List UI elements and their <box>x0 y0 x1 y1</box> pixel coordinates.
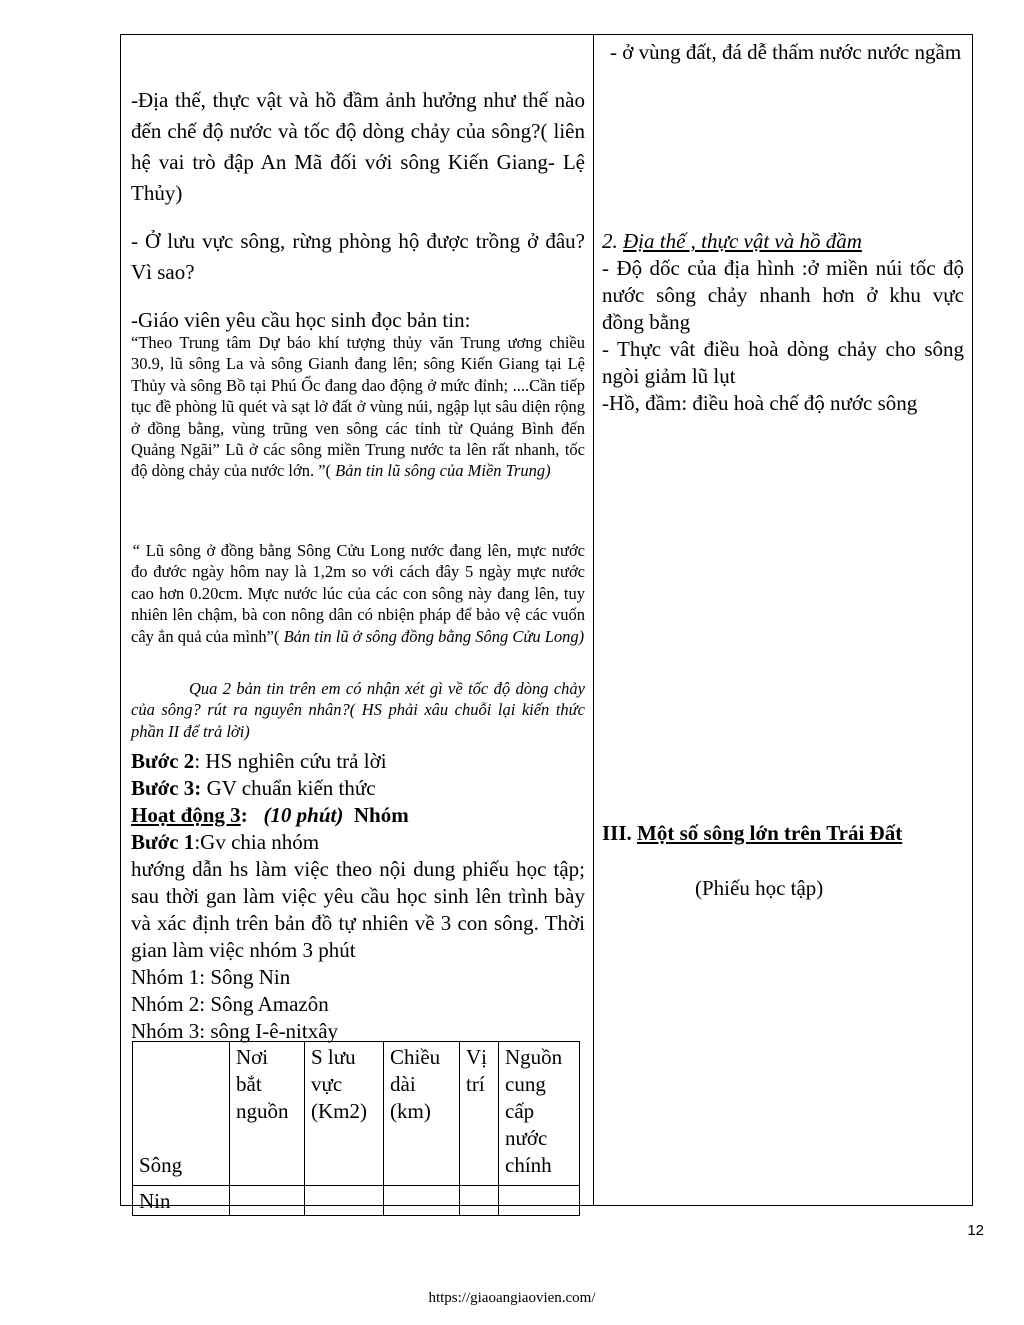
do-doc-text: - Độ dốc của địa hình :ở miền núi tốc độ nước sông chảy nhanh hơn ở khu vực đồng bằng <box>602 256 964 334</box>
table-row <box>133 1186 580 1216</box>
thuc-vat-text: - Thực vât điều hoà dòng chảy cho sông ngòi giảm lũ lụt <box>602 337 964 388</box>
group-2: Nhóm 2: Sông Amazôn <box>131 992 329 1016</box>
vung-dat-text: - ở vùng đất, đá dễ thấm nước nước ngầm <box>610 40 962 64</box>
comparison-question: Qua 2 bản tin trên em có nhận xét gì về tốc độ dòng chảy của sông? rút ra nguyên nhân?( HS phải xâu chuỗi lại kiến thức phần II để trả lời) <box>131 679 585 741</box>
question-dia-the: -Địa thế, thực vật và hồ đầm ảnh hưởng như thế nào đến chế độ nước và tốc độ dòng chảy của sông?( liên hệ vai trò đập An Mã đối với sông Kiến Giang- Lệ Thủy) <box>131 88 585 205</box>
ho-dam-text: -Hồ, đầm: điều hoà chế độ nước sông <box>602 391 918 415</box>
teacher-request: -Giáo viên yêu cầu học sinh đọc bản tin: <box>131 308 471 332</box>
section-2-title: Địa thế , thực vật và hồ đầm <box>623 229 862 253</box>
cell-vi-tri <box>460 1186 499 1216</box>
group-3: Nhóm 3: sông I-ê-nitxây <box>131 1019 339 1043</box>
news-bulletin-1-text: “Theo Trung tâm Dự báo khí tượng thủy văn Trung ương chiều 30.9, lũ sông La và sông Gianh đang lên; sông Kiến Giang tại Lệ Thủy và sông Bồ tại Phú Ốc đang dao động ở mức đỉnh; ....Cần tiếp tục đề phòng lũ quét và sạt lở đất ở vùng núi, ngập lụt sâu diện rộng ở đồng bằng, vùng trũng ven sông các tỉnh từ Quảng Bình đến Quảng Ngãi” Lũ ở các sông miền Trung nước ta lên rất nhanh, tốc độ dòng chảy của nước lớn. ”( <box>131 333 585 481</box>
step-2-label: Bước 2 <box>131 749 195 773</box>
news-bulletin-1 <box>131 332 585 482</box>
header-noi-bat-nguon: Nơi bắt nguồn <box>230 1042 305 1186</box>
news-bulletin-1-source: Bản tin lũ sông của Miền Trung) <box>335 461 551 481</box>
activity-3-label: Hoạt động 3 <box>131 803 241 827</box>
step-2 <box>131 748 585 775</box>
news-bulletin-2-text: Lũ sông ở đồng bằng Sông Cửu Long nước đang lên, mực nước đo đước ngày hôm nay là 1,2m so với cách đây 5 ngày mực nước cao hơn 0.20cm. Mực nước lúc của các con sông này đang lên, tuy nhiên lên chậm, bà con nông dân có nbiện pháp để bảo vệ các vuốn cây ẳn quả của mình”( <box>131 541 585 646</box>
group-instructions: hướng dẫn hs làm việc theo nội dung phiếu học tập; sau thời gan làm việc yêu cầu học sinh lên trình bày và xác định trên bản đồ tự nhiên về 3 con sông. Thời gian làm việc nhóm 3 phút <box>131 857 585 962</box>
column-divider <box>593 35 594 1205</box>
header-s-luu-vuc: S lưu vực (Km2) <box>305 1042 384 1186</box>
step-3-label: Bước 3: <box>131 776 202 800</box>
step-1-label: Bước 1 <box>131 830 195 854</box>
cell-s-luu-vuc <box>305 1186 384 1216</box>
activity-3-colon: : <box>240 803 248 827</box>
section-2-heading <box>602 228 964 255</box>
section-2-number: 2. <box>602 229 623 253</box>
lesson-table <box>120 34 973 1213</box>
activity-3-group: Nhóm <box>353 803 409 827</box>
section-3-number: III. <box>602 821 638 845</box>
news-bulletin-2 <box>131 540 585 647</box>
news-bulletin-2-open: “ <box>131 541 141 560</box>
page-number: 12 <box>967 1222 984 1239</box>
footer-url: https://giaoangiaovien.com/ <box>428 1290 596 1306</box>
cell-song: Nin <box>133 1186 230 1216</box>
step-3-text: GV chuẩn kiến thức <box>201 776 376 800</box>
header-chieu-dai: Chiều dài (km) <box>384 1042 460 1186</box>
activity-3-heading <box>131 802 585 829</box>
step-1-text: :Gv chia nhóm <box>194 830 320 854</box>
group-1: Nhóm 1: Sông Nin <box>131 965 291 989</box>
step-2-text: : HS nghiên cứu trả lời <box>194 749 387 773</box>
question-rung-phong-ho: - Ở lưu vực sông, rừng phòng hộ được trồng ở đâu? Vì sao? <box>131 229 585 284</box>
section-3-heading <box>602 820 964 847</box>
step-1 <box>131 829 585 856</box>
cell-noi-bat-nguon <box>230 1186 305 1216</box>
step-3 <box>131 775 585 802</box>
cell-nguon-cung-cap <box>499 1186 580 1216</box>
header-vi-tri: Vị trí <box>460 1042 499 1186</box>
header-nguon-cung-cap: Nguồn cung cấp nước chính <box>499 1042 580 1186</box>
activity-3-time: (10 phút) <box>263 803 344 827</box>
cell-chieu-dai <box>384 1186 460 1216</box>
section-3-title: Một số sông lớn trên Trái Đất <box>637 821 903 845</box>
header-song: Sông <box>133 1042 230 1186</box>
news-bulletin-2-source: Bản tin lũ ở sông đồng bằng Sông Cửu Long) <box>283 626 585 646</box>
phieu-hoc-tap: (Phiếu học tập) <box>695 876 824 900</box>
worksheet-table <box>132 1041 580 1216</box>
worksheet-header-row <box>133 1042 580 1186</box>
